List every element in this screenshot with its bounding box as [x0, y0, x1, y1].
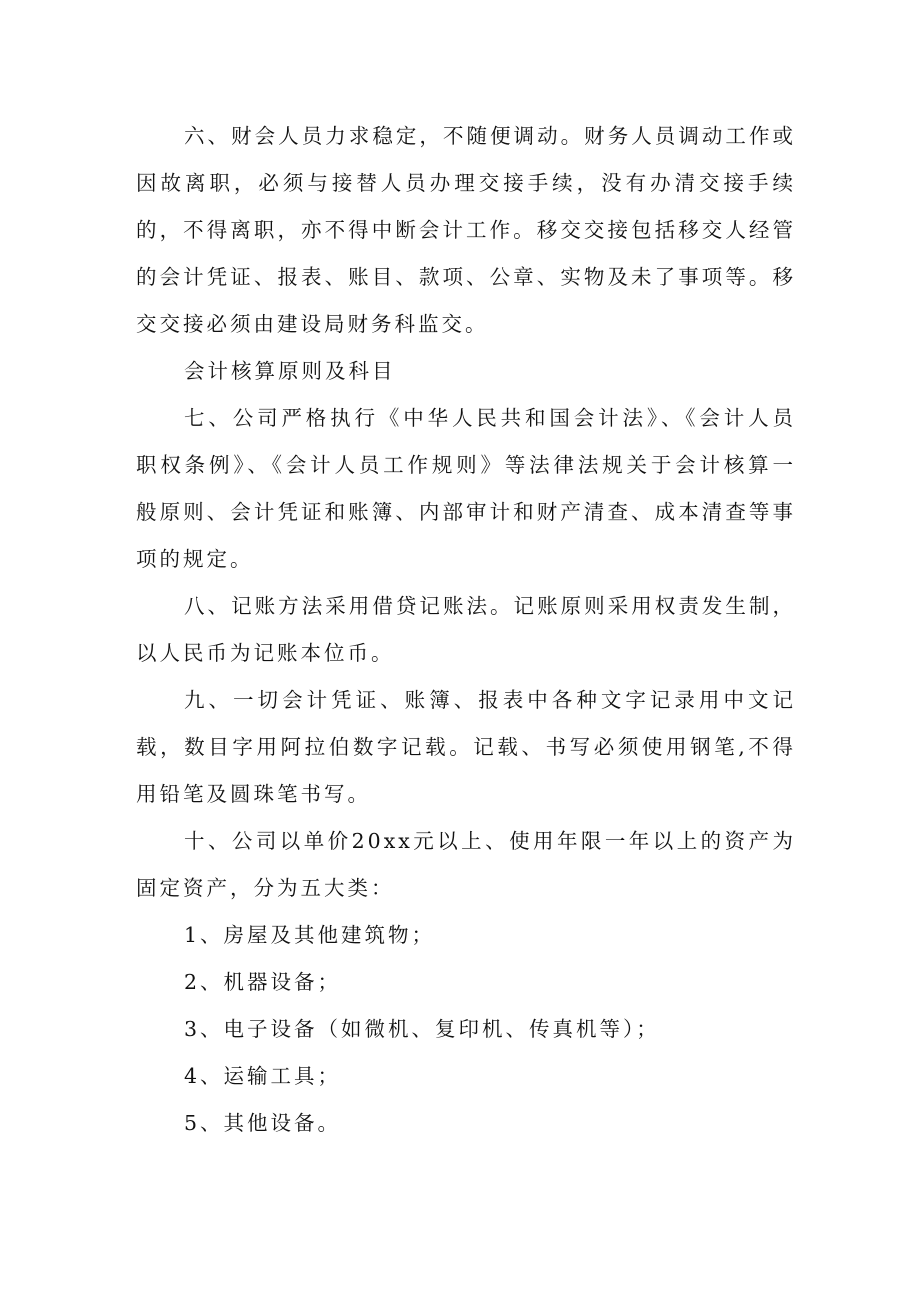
paragraph-article-6: 六、财会人员力求稳定，不随便调动。财务人员调动工作或因故离职，必须与接替人员办理交接手续，没有办清交接手续的，不得离职，亦不得中断会计工作。移交交接包括移交人经管的会计凭证、报表、账目、款项、公章、实物及未了事项等。移交交接必须由建设局财务科监交。	[136, 124, 796, 336]
document-body	[136, 113, 796, 1147]
list-item-transport: 4、运输工具；	[184, 1064, 342, 1088]
list-item-buildings: 1、房屋及其他建筑物；	[184, 923, 436, 947]
section-heading-accounting-principles: 会计核算原则及科目	[184, 359, 396, 383]
paragraph-article-7: 七、公司严格执行《中华人民共和国会计法》、《会计人员职权条例》、《会计人员工作规则》等法律法规关于会计核算一般原则、会计凭证和账簿、内部审计和财产清查、成本清查等事项的规定。	[136, 406, 796, 571]
list-item-electronics: 3、电子设备（如微机、复印机、传真机等）；	[184, 1017, 660, 1041]
list-item-other-equipment: 5、其他设备。	[184, 1111, 342, 1135]
paragraph-article-8: 八、记账方法采用借贷记账法。记账原则采用权责发生制，以人民币为记账本位币。	[136, 594, 796, 665]
paragraph-article-9: 九、一切会计凭证、账簿、报表中各种文字记录用中文记载，数目字用阿拉伯数字记载。记载、书写必须使用钢笔,不得用铅笔及圆珠笔书写。	[136, 688, 796, 806]
paragraph-article-10: 十、公司以单价20xx元以上、使用年限一年以上的资产为固定资产，分为五大类：	[136, 829, 796, 900]
list-item-machinery: 2、机器设备；	[184, 970, 342, 994]
